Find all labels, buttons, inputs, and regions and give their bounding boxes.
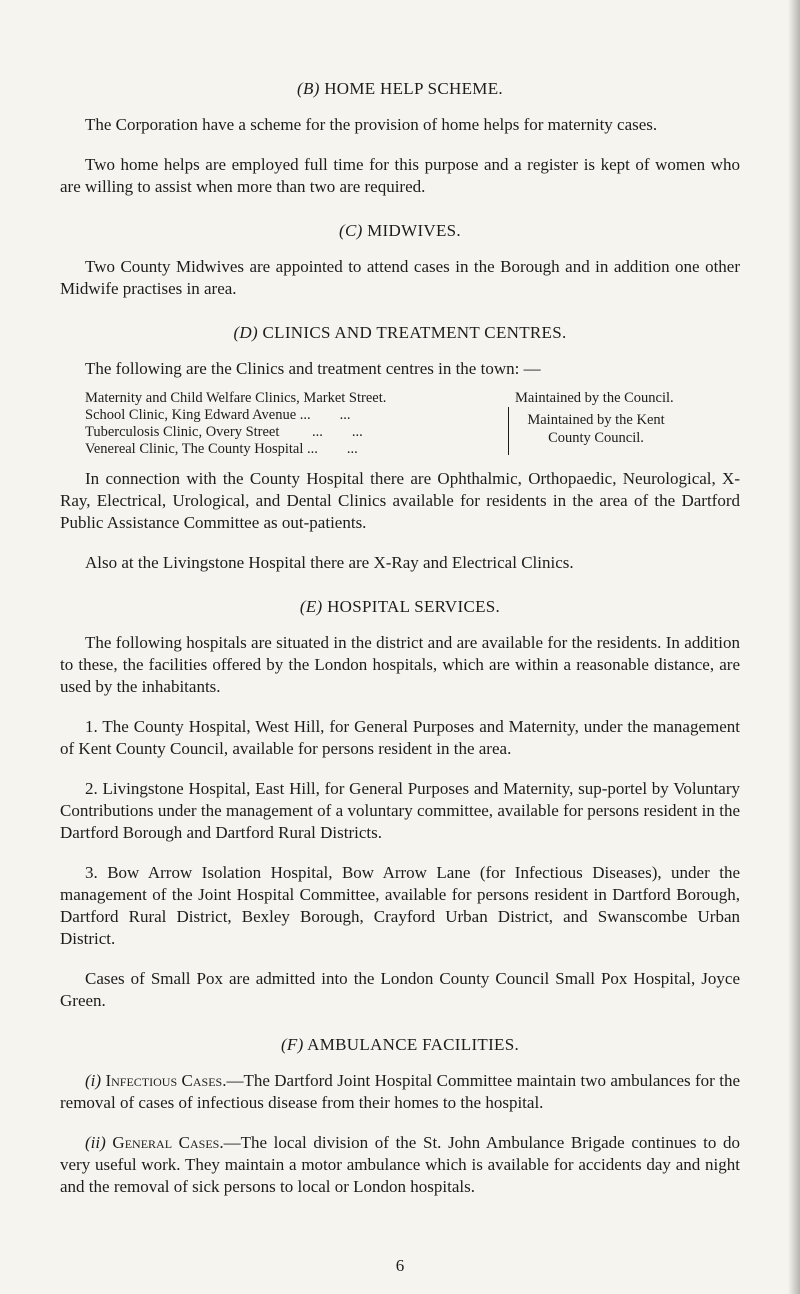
section-f-letter: (F)	[280, 1035, 304, 1054]
kent-note-line: Maintained by the Kent	[527, 412, 665, 428]
item-heading: General Cases.	[112, 1133, 224, 1152]
clinic-name: Maternity and Child Welfare Clinics, Market Street.	[85, 390, 387, 406]
clinic-row	[85, 390, 740, 407]
kent-note-line: County Council.	[548, 430, 644, 446]
section-d-title: CLINICS AND TREATMENT CENTRES.	[262, 323, 567, 342]
hospital-item: 1. The County Hospital, West Hill, for General Purposes and Maternity, under the management of Kent County Council, available for persons resident in the area.	[60, 717, 740, 758]
section-e-title: HOSPITAL SERVICES.	[327, 597, 501, 616]
item-text: —The local division of the St. John Ambulance Brigade continues to do very useful work. They maintain a motor ambulance which is available for accidents day and night and the removal of sick persons to local or London hospitals.	[60, 1133, 740, 1196]
item-number: (i)	[85, 1071, 102, 1090]
section-d-paragraph: Also at the Livingstone Hospital there are X-Ray and Electrical Clinics.	[85, 553, 574, 572]
hospital-item: 3. Bow Arrow Isolation Hospital, Bow Arrow Lane (for Infectious Diseases), under the management of the Joint Hospital Committee, available for persons resident in Dartford Borough, Dartford Rural District, Bexley Borough, Crayford Urban District, and Swanscombe Urban District.	[60, 863, 740, 948]
brace-divider	[502, 407, 509, 455]
section-b-paragraph: Two home helps are employed full time for this purpose and a register is kept of women who are willing to assist when more than two are required.	[60, 155, 740, 196]
section-e-heading	[60, 596, 740, 618]
kent-note	[511, 411, 681, 447]
ambulance-item-general	[60, 1132, 740, 1198]
clinics-list	[85, 390, 740, 458]
hospital-item: 2. Livingstone Hospital, East Hill, for General Purposes and Maternity, sup-portel by Voluntary Contributions under the management of a voluntary committee, available for persons resident in the Dartford Borough and Dartford Rural Districts.	[60, 779, 740, 842]
clinic-name: School Clinic, King Edward Avenue ... ...	[85, 407, 351, 423]
section-e-intro: The following hospitals are situated in the district and are available for the residents. In addition to these, the facilities offered by the London hospitals, which are within a reasonable distance, are used by the inhabitants.	[60, 633, 740, 696]
item-text: —The Dartford Joint Hospital Committee maintain two ambulances for the removal of cases of infectious disease from their homes to the hospital.	[60, 1071, 740, 1112]
document-page	[60, 78, 740, 1198]
section-c-paragraph: Two County Midwives are appointed to attend cases in the Borough and in addition one other Midwife practises in area.	[60, 257, 740, 298]
section-d-heading	[60, 322, 740, 344]
page-number: 6	[395, 1256, 405, 1275]
section-c-letter: (C)	[339, 221, 363, 240]
clinic-name: Tuberculosis Clinic, Overy Street ... ...	[85, 424, 363, 440]
clinic-name: Venereal Clinic, The County Hospital ... ...	[85, 441, 358, 457]
section-d-intro: The following are the Clinics and treatment centres in the town: —	[85, 359, 541, 378]
scan-edge-shadow	[788, 0, 800, 1294]
item-number: (ii)	[85, 1133, 106, 1152]
section-d-paragraph: In connection with the County Hospital there are Ophthalmic, Orthopaedic, Neurological, X-Ray, Electrical, Urological, and Dental Clinics available for residents in the area of the Dartford Public Assistance Committee as out-patients.	[60, 469, 740, 532]
section-e-letter: (E)	[299, 597, 323, 616]
section-d-letter: (D)	[233, 323, 258, 342]
section-c-heading	[60, 220, 740, 242]
item-heading: Infectious Cases.	[105, 1071, 227, 1090]
section-b-letter: (B)	[297, 79, 320, 98]
section-b-heading	[60, 78, 740, 100]
small-pox-note: Cases of Small Pox are admitted into the London County Council Small Pox Hospital, Joyce Green.	[60, 969, 740, 1010]
section-f-title: AMBULANCE FACILITIES.	[307, 1035, 520, 1054]
ambulance-item-infectious	[60, 1070, 740, 1114]
section-f-heading	[60, 1034, 740, 1056]
section-c-title: MIDWIVES.	[367, 221, 461, 240]
clinic-maintained: Maintained by the Council.	[515, 390, 674, 406]
section-b-paragraph: The Corporation have a scheme for the provision of home helps for maternity cases.	[85, 115, 658, 134]
section-b-title: HOME HELP SCHEME.	[324, 79, 503, 98]
